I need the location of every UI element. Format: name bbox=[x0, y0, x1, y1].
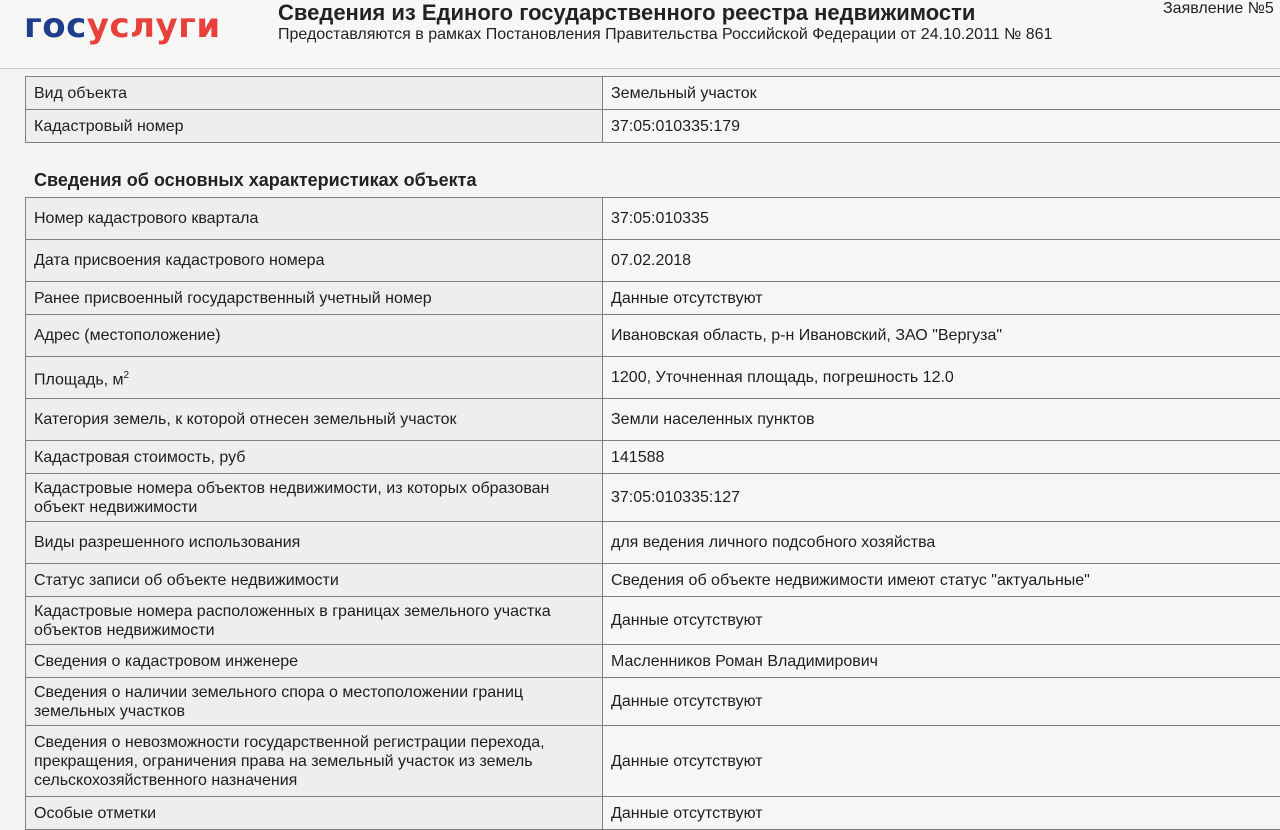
row-value: 1200, Уточненная площадь, погрешность 12.0 bbox=[603, 357, 1280, 399]
row-label: Категория земель, к которой отнесен земельный участок bbox=[26, 399, 603, 441]
row-label: Виды разрешенного использования bbox=[26, 522, 603, 564]
row-label: Кадастровая стоимость, руб bbox=[26, 441, 603, 474]
row-value: Данные отсутствуют bbox=[603, 597, 1280, 645]
row-value: 37:05:010335:127 bbox=[603, 474, 1280, 522]
application-number: Заявление №5 bbox=[1163, 0, 1274, 18]
object-table bbox=[25, 76, 1280, 143]
row-label: Дата присвоения кадастрового номера bbox=[26, 240, 603, 282]
row-value: 37:05:010335:179 bbox=[603, 110, 1280, 143]
table-row bbox=[26, 282, 1280, 315]
page-header bbox=[0, 0, 1280, 69]
row-value: Данные отсутствуют bbox=[603, 726, 1280, 797]
row-value: Земельный участок bbox=[603, 77, 1280, 110]
row-label: Кадастровые номера расположенных в границах земельного участка объектов недвижимости bbox=[26, 597, 603, 645]
row-value: 07.02.2018 bbox=[603, 240, 1280, 282]
document-subtitle: Предоставляются в рамках Постановления Правительства Российской Федерации от 24.10.2011 № 861 bbox=[278, 26, 1052, 44]
row-value: Масленников Роман Владимирович bbox=[603, 645, 1280, 678]
table-row bbox=[26, 726, 1280, 797]
table-row bbox=[26, 315, 1280, 357]
row-label: Сведения о кадастровом инженере bbox=[26, 645, 603, 678]
row-label: Вид объекта bbox=[26, 77, 603, 110]
area-unit-superscript: 2 bbox=[124, 370, 130, 381]
characteristics-table bbox=[25, 197, 1280, 830]
row-value: 37:05:010335 bbox=[603, 198, 1280, 240]
logo-part-uslugi: услуги bbox=[87, 6, 221, 46]
row-value: Сведения об объекте недвижимости имеют статус "актуальные" bbox=[603, 564, 1280, 597]
table-row bbox=[26, 678, 1280, 726]
table-row bbox=[26, 797, 1280, 830]
gosuslugi-logo bbox=[24, 6, 221, 46]
table-row bbox=[26, 645, 1280, 678]
row-label: Статус записи об объекте недвижимости bbox=[26, 564, 603, 597]
table-row bbox=[26, 597, 1280, 645]
row-value: Земли населенных пунктов bbox=[603, 399, 1280, 441]
table-row bbox=[26, 474, 1280, 522]
table-row bbox=[26, 564, 1280, 597]
document-title: Сведения из Единого государственного реестра недвижимости bbox=[278, 0, 975, 26]
table-row bbox=[26, 240, 1280, 282]
row-label: Кадастровый номер bbox=[26, 110, 603, 143]
row-label: Сведения о невозможности государственной регистрации перехода, прекращения, ограничения права на земельный участок из земель сельскохозяйственного назначения bbox=[26, 726, 603, 797]
table-row bbox=[26, 77, 1280, 110]
table-row bbox=[26, 198, 1280, 240]
row-label bbox=[26, 357, 603, 399]
table-row bbox=[26, 110, 1280, 143]
table-row bbox=[26, 357, 1280, 399]
row-label: Особые отметки bbox=[26, 797, 603, 830]
row-value: 141588 bbox=[603, 441, 1280, 474]
row-value: Ивановская область, р-н Ивановский, ЗАО "Вергуза" bbox=[603, 315, 1280, 357]
row-label: Номер кадастрового квартала bbox=[26, 198, 603, 240]
row-value: Данные отсутствуют bbox=[603, 282, 1280, 315]
table-row bbox=[26, 522, 1280, 564]
table-row bbox=[26, 441, 1280, 474]
row-value: Данные отсутствуют bbox=[603, 678, 1280, 726]
table-row bbox=[26, 399, 1280, 441]
row-label: Кадастровые номера объектов недвижимости, из которых образован объект недвижимости bbox=[26, 474, 603, 522]
row-value: для ведения личного подсобного хозяйства bbox=[603, 522, 1280, 564]
row-label: Ранее присвоенный государственный учетный номер bbox=[26, 282, 603, 315]
row-label: Адрес (местоположение) bbox=[26, 315, 603, 357]
logo-part-gos: гос bbox=[24, 6, 87, 46]
area-label-text: Площадь, м bbox=[34, 371, 124, 388]
row-value: Данные отсутствуют bbox=[603, 797, 1280, 830]
section-title: Сведения об основных характеристиках объекта bbox=[34, 170, 476, 191]
row-label: Сведения о наличии земельного спора о местоположении границ земельных участков bbox=[26, 678, 603, 726]
